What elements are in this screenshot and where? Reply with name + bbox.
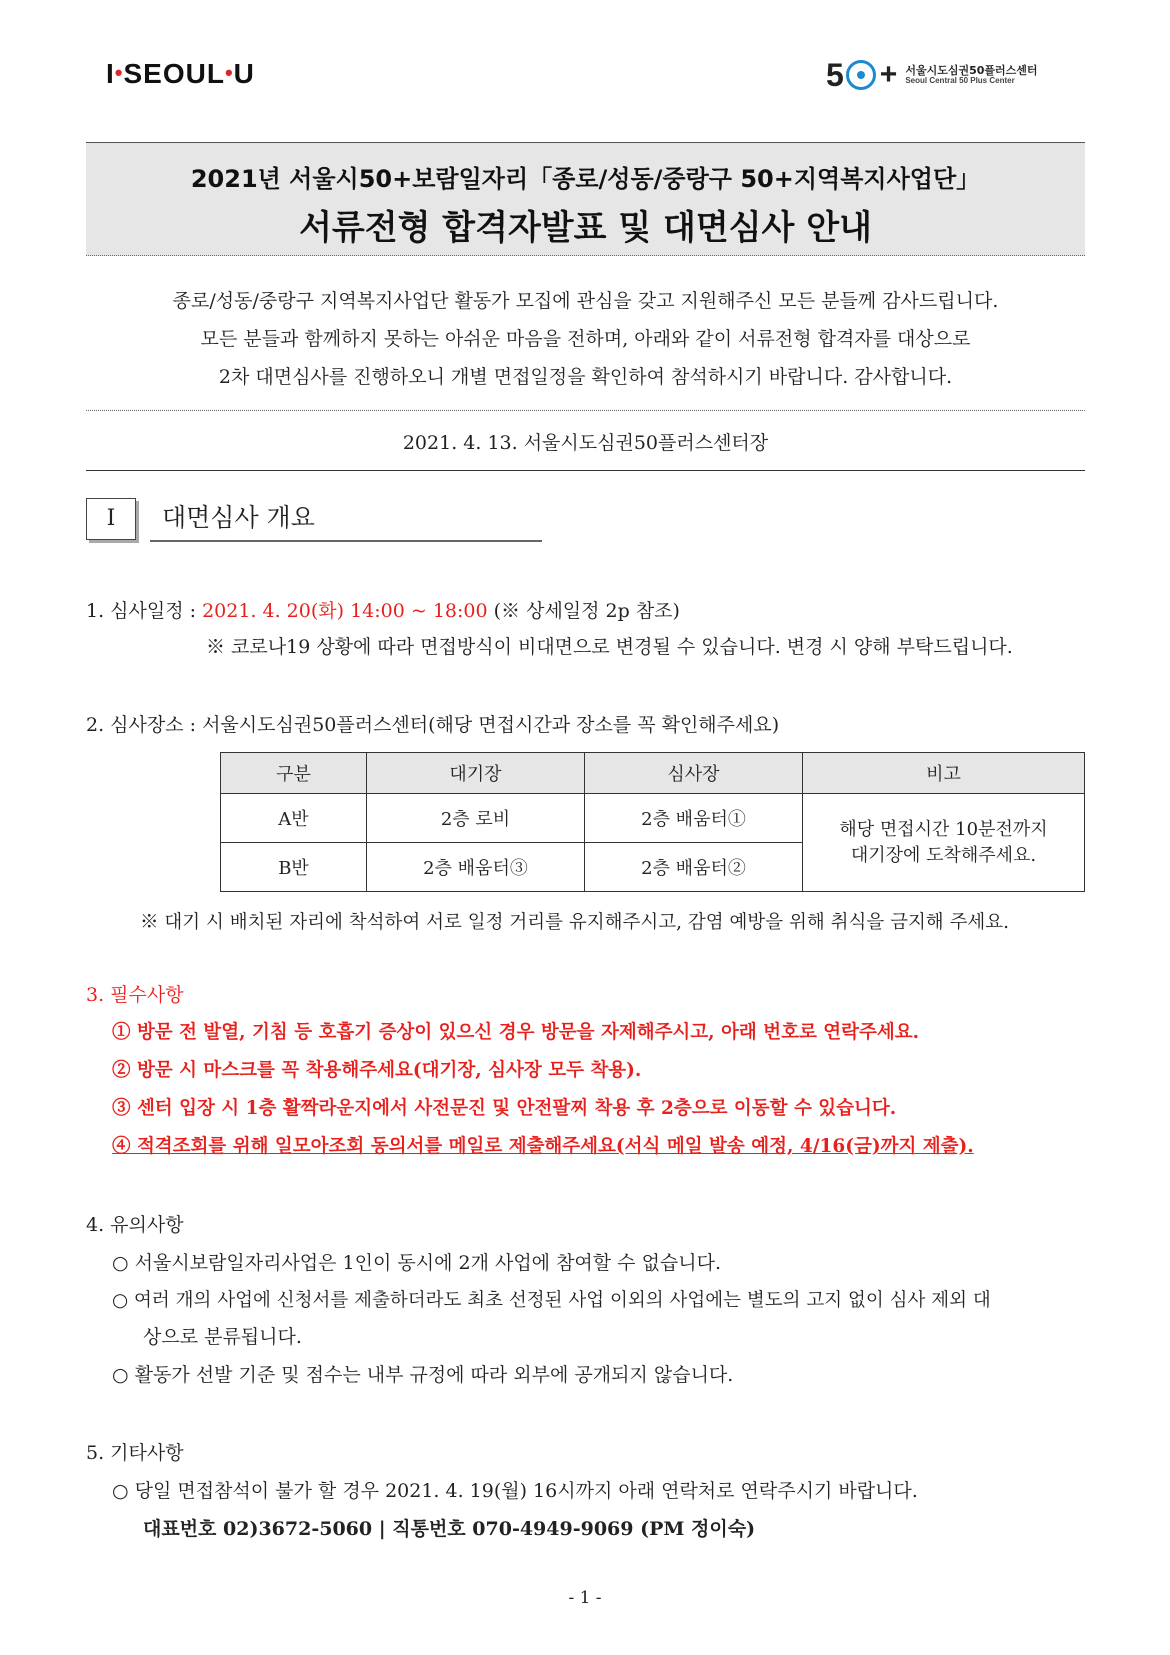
venue-table [220,752,1085,892]
schedule-note: ※ 코로나19 상황에 따라 면접방식이 비대면으로 변경될 수 있습니다. 변경 시 양해 부탁드립니다. [206,636,1013,658]
table-cell: A반 [221,794,367,843]
issue-date: 2021. 4. 13. 서울시도심권50플러스센터장 [402,432,769,454]
column-header: 심사장 [585,753,803,794]
schedule-date: 2021. 4. 20(화) 14:00 ~ 18:00 [202,600,488,622]
caution-item: ○ 여러 개의 사업에 신청서를 제출하더라도 최초 선정된 사업 이외의 사업에는 별도의 고지 없이 심사 제외 대 [112,1290,991,1311]
other-item: ○ 당일 면접참석이 불가 할 경우 2021. 4. 19(월) 16시까지 아래 연락처로 연락주시기 바랍니다. [112,1480,918,1502]
logo-five: 5 [826,56,844,93]
page-number: - 1 - [568,1588,602,1608]
center-name-english: Seoul Central 50 Plus Center [905,75,1015,85]
title-line1: 2021년 서울시50+보람일자리「종로/성동/중랑구 50+지역복지사업단」 [190,165,981,193]
table-cell: B반 [221,843,367,892]
divider [86,410,1085,411]
table-note-cell [803,794,1085,892]
requirement-item: ③ 센터 입장 시 1층 활짝라운지에서 사전문진 및 안전팔찌 착용 후 2층으로 이동할 수 있습니다. [112,1098,897,1119]
column-header: 구분 [221,753,367,794]
column-header: 대기장 [367,753,585,794]
table-header-row [221,753,1085,794]
section-number: I [86,498,136,540]
section-title: 대면심사 개요 [162,503,315,532]
table-row [221,794,1085,843]
document-title: 서류전형 합격자발표 및 대면심사 안내 [299,208,872,248]
intro-paragraph [86,282,1085,396]
intro-line: 모든 분들과 함께하지 못하는 아쉬운 마음을 전하며, 아래와 같이 서류전형 합격자를 대상으로 [200,328,971,350]
requirement-item: ④ 적격조회를 위해 일모아조회 동의서를 메일로 제출해주세요(서식 메일 발송 예정, 4/16(금)까지 제출). [112,1136,974,1157]
table-cell: 2층 로비 [367,794,585,843]
schedule-reference: (※ 상세일정 2p 참조) [487,600,680,622]
logo-dot: • [224,60,234,85]
section-underline [150,540,542,542]
contact-info: 대표번호 02)3672-5060 | 직통번호 070-4949-9069 (PM 정이숙) [143,1518,756,1540]
waiting-note: ※ 대기 시 배치된 자리에 착석하여 서로 일정 거리를 유지해주시고, 감염 예방을 위해 취식을 금지해 주세요. [140,912,1010,933]
requirement-item: ① 방문 전 발열, 기침 등 호흡기 증상이 있으신 경우 방문을 자제해주시고, 아래 번호로 연락주세요. [112,1022,920,1043]
target-ring-icon [846,60,876,90]
requirement-item: ② 방문 시 마스크를 꼭 착용해주세요(대기장, 심사장 모두 착용). [112,1060,642,1081]
logo-word: SEOUL [123,58,225,89]
logo-letter: U [233,58,255,89]
title-box [86,142,1085,256]
caution-item: ○ 활동가 선발 기준 및 점수는 내부 규정에 따라 외부에 공개되지 않습니다. [112,1364,734,1386]
table-cell: 2층 배움터① [585,794,803,843]
logo-letter: I [106,58,115,89]
intro-line: 2차 대면심사를 진행하오니 개별 면접일정을 확인하여 참석하시기 바랍니다. 감사합니다. [218,366,953,388]
seoul-50plus-center-logo [826,55,1038,95]
center-name-korean: 서울시도심권50플러스센터 [905,63,1038,77]
intro-line: 종로/성동/중랑구 지역복지사업단 활동가 모집에 관심을 갖고 지원해주신 모든 분들께 감사드립니다. [172,290,999,312]
logo-plus: + [879,58,898,91]
other-label: 5. 기타사항 [86,1442,184,1464]
table-cell: 2층 배움터② [585,843,803,892]
note-line: 해당 면접시간 10분전까지 [839,818,1048,840]
note-line: 대기장에 도착해주세요. [850,844,1037,866]
i-seoul-u-logo [106,58,255,90]
column-header: 비고 [803,753,1085,794]
schedule-label: 1. 심사일정 : [86,600,203,622]
table-cell: 2층 배움터③ [367,843,585,892]
caution-item: ○ 서울시보람일자리사업은 1인이 동시에 2개 사업에 참여할 수 없습니다. [112,1252,722,1274]
venue-label: 2. 심사장소 : 서울시도심권50플러스센터(해당 면접시간과 장소를 꼭 확인해주세요) [86,714,780,736]
logo-dot: • [114,60,124,85]
divider [86,470,1085,471]
cautions-label: 4. 유의사항 [86,1214,184,1236]
fifty-plus-mark [826,57,897,94]
requirements-label: 3. 필수사항 [86,984,184,1006]
caution-item-continued: 상으로 분류됩니다. [143,1326,302,1348]
schedule-line [86,596,680,623]
